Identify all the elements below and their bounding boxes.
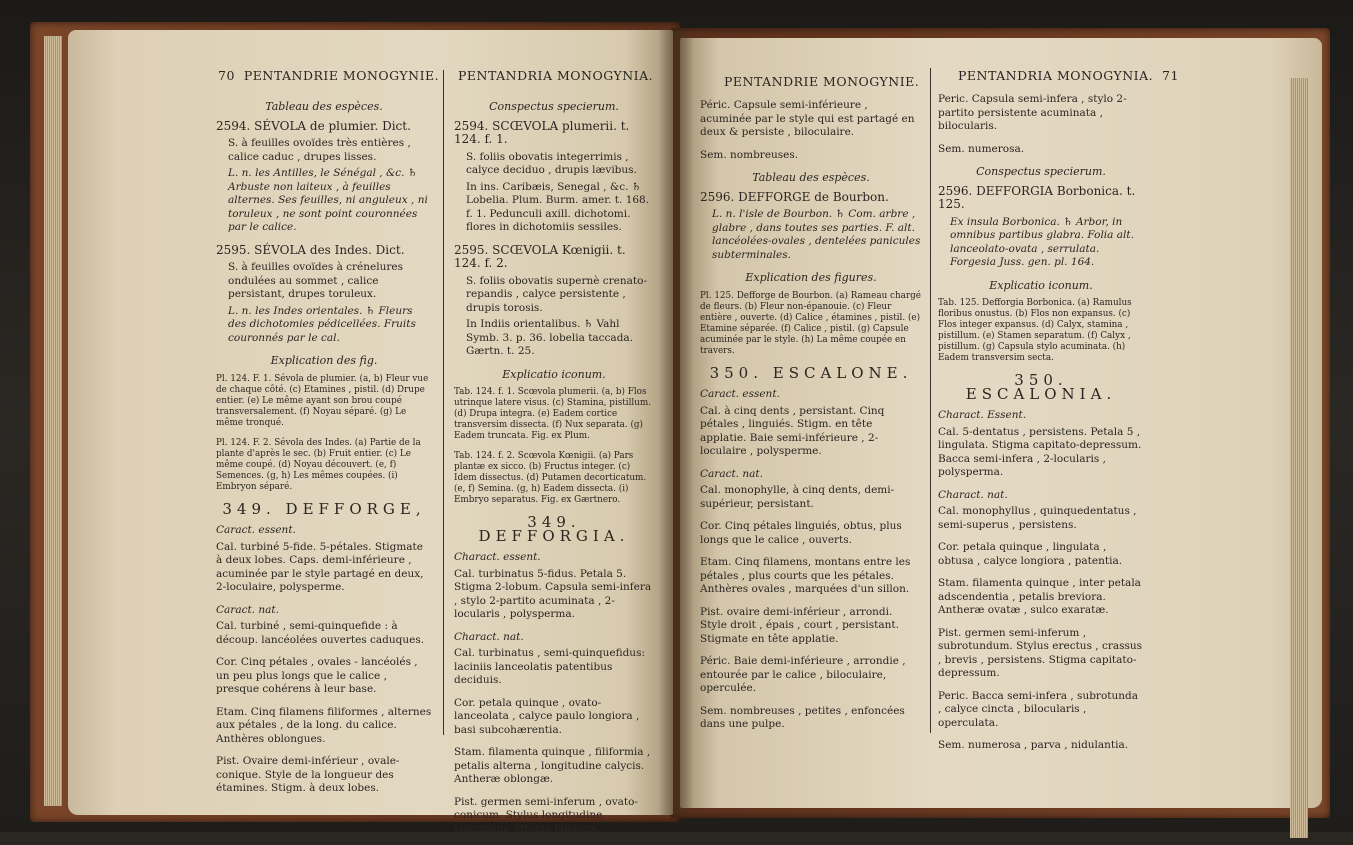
subheading: Charact. Essent. xyxy=(938,409,1027,421)
page-number: 71 xyxy=(1162,68,1179,83)
species-heading: 2596. DEFFORGE de Bourbon. xyxy=(700,189,889,204)
right-page-header-fr: PENTANDRIE MONOGYNIE. xyxy=(724,74,920,89)
species-locality: L. n. les Indes orientales. ♄ Fleurs des dichotomies pédicellées. Fruits couronnés par le cal. xyxy=(228,304,416,344)
species-locality: Ex insula Borbonica. ♄ Arbor, in omnibus partibus glabra. Folia alt. lanceolato-ovata , serrulata. Forgesia Juss. gen. pl. 164. xyxy=(950,215,1134,268)
section-title: Tableau des espèces. xyxy=(265,100,383,113)
book-gutter xyxy=(658,30,694,815)
character-text: Peric. Bacca semi-infera , subrotunda , calyce cincta , bilocularis , operculata. xyxy=(938,689,1138,729)
section-title: Explicatio iconum. xyxy=(502,367,606,381)
left-page xyxy=(68,30,673,835)
subheading: Charact. essent. xyxy=(454,551,541,563)
character-text: Sem. nombreuses , petites , enfoncées dans une pulpe. xyxy=(700,704,905,730)
species-heading: 2594. SCŒVOLA plumerii. t. 124. f. 1. xyxy=(454,118,630,146)
character-text: Pist. germen semi-inferum , subrotundum. Stylus erectus , crassus , brevis , persistens. Stigma capitato-depressum. xyxy=(938,626,1143,679)
character-text: Stam. filamenta quinque , filiformia , petalis alterna , longitudine calycis. Antheræ oblongæ. xyxy=(454,746,651,785)
character-text: Cal. monophylle, à cinq dents, demi-supérieur, persistant. xyxy=(700,484,895,510)
section-title: Explication des fig. xyxy=(270,354,378,367)
page-edges-right xyxy=(1290,78,1308,838)
species-locality: In ins. Caribæis, Senegal , &c. ♄ Lobelia. Plum. Burm. amer. t. 168. f. 1. Pedunculi axill. dichotomi. flores in dichotomiis sessiles. xyxy=(466,180,650,233)
character-text: Cor. Cinq pétales linguiés, obtus, plus longs que le calice , ouverts. xyxy=(700,520,902,546)
subheading: Caract. nat. xyxy=(700,467,763,480)
character-text: Cor. Cinq pétales , ovales - lancéolés , un peu plus longs que le calice , presque cohérens à leur base. xyxy=(216,656,418,695)
character-text: Sem. numerosa , parva , nidulantia. xyxy=(938,739,1129,751)
species-locality: In Indiis orientalibus. ♄ Vahl Symb. 3. p. 36. lobelia taccada. Gærtn. t. 25. xyxy=(466,318,634,357)
section-title: Tableau des espèces. xyxy=(752,171,870,184)
left-latin-column xyxy=(454,94,654,845)
left-page-header-la: PENTANDRIA MONOGYNIA. xyxy=(458,68,654,83)
section-title: Explication des figures. xyxy=(745,271,877,284)
character-text: Péric. Baie demi-inférieure , arrondie , entourée par le calice , biloculaire, operculée. xyxy=(700,655,906,694)
character-text: Cor. petala quinque , lingulata , obtusa , calyce longiora , patentia. xyxy=(938,541,1123,567)
plate-caption: Tab. 124. f. 1. Scœvola plumerii. (a, b) Flos utrinque latere visus. (c) Stamina, pistillum. (d) Drupa integra. (e) Eadem cortice transversim dissecta. (f) Nux separata. (g) Eadem truncata. Fig. ex Plum. xyxy=(454,387,652,441)
species-heading: 2595. SÉVOLA des Indes. Dict. xyxy=(216,242,405,257)
character-text: Cal. 5-dentatus , persistens. Petala 5 , lingulata. Stigma capitato-depressum. Bacca semi-infera , 2-locularis , polysperma. xyxy=(938,425,1142,478)
species-description: S. foliis obovatis integerrimis , calyce deciduo , drupis lævibus. xyxy=(466,150,637,176)
page-edges-left xyxy=(44,36,62,806)
character-text: Pist. germen semi-inferum , ovato-conicum. Stylus longitudine staminum. Stigma bilobum. xyxy=(454,795,638,835)
plate-caption: Tab. 125. Defforgia Borbonica. (a) Ramulus floribus onustus. (b) Flos non expansus. (c) Flos integer expansus. (d) Calyx, stamina , pistillum. (e) Stamen separatum. (f) Calyx , pistillum. (g) Capsula stylo acuminata. (h) Eadem transversim secta. xyxy=(938,298,1132,363)
plate-caption: Tab. 124. f. 2. Scœvola Kœnigii. (a) Pars plantæ ex sicco. (b) Fructus integer. (c) Idem dissectus. (d) Putamen decorticatum. (e, f) Semina. (g, h) Eadem dissecta. (i) Embryo separatus. Fig. ex Gærtnero. xyxy=(454,451,647,505)
species-description: S. à feuilles ovoïdes à crénelures ondulées au sommet , calice persistant, drupes toruleux. xyxy=(228,261,403,300)
right-latin-column xyxy=(938,90,1144,762)
subheading: Charact. nat. xyxy=(454,630,524,643)
subheading: Charact. nat. xyxy=(938,488,1008,501)
character-text: Péric. Capsule semi-inférieure , acuminée par le style qui est partagé en deux & persiste , biloculaire. xyxy=(700,99,915,138)
character-text: Etam. Cinq filamens filiformes , alternes aux pétales , de la long. du calice. Anthères oblongues. xyxy=(216,705,432,745)
species-heading: 2596. DEFFORGIA Borbonica. t. 125. xyxy=(938,183,1136,211)
right-page-header-la: PENTANDRIA MONOGYNIA. 71 xyxy=(958,68,1179,83)
character-text: Cal. turbinatus , semi-quinquefidus: laciniis lanceolatis patentibus deciduis. xyxy=(454,647,645,686)
species-heading: 2594. SÉVOLA de plumier. Dict. xyxy=(216,118,411,133)
character-text: Cal. turbiné 5-fide. 5-pétales. Stigmate à deux lobes. Caps. demi-inférieure , acuminée par le style partagé en deux, 2-loculaire, polysperme. xyxy=(216,540,424,593)
species-description: S. foliis obovatis supernè crenato-repandis , calyce persistente , drupis torosis. xyxy=(466,274,648,314)
right-french-column xyxy=(700,96,922,741)
subheading: Caract. essent. xyxy=(216,524,296,536)
plate-caption: Pl. 124. F. 2. Sévola des Indes. (a) Partie de la plante d'après le sec. (b) Fruit entier. (c) Le même coupé. (d) Noyau découvert. (e, f) Semences. (g, h) Les mêmes coupées. (i) Embryon séparé. xyxy=(216,437,421,492)
right-page xyxy=(680,38,1322,808)
plate-caption: Pl. 125. Defforge de Bourbon. (a) Rameau chargé de fleurs. (b) Fleur non-épanouie. (c) Fleur entière , ouverte. (d) Calice , étamines , pistil. (e) Etamine séparée. (f) Calice , pistil. (g) Capsule acuminée par le style. (h) La même coupée en travers. xyxy=(700,290,921,356)
species-heading: 2595. SCŒVOLA Kœnigii. t. 124. f. 2. xyxy=(454,242,626,270)
character-text: Cal. turbinatus 5-fidus. Petala 5. Stigma 2-lobum. Capsula semi-infera , stylo 2-partito acuminata , 2-locularis , polysperma. xyxy=(454,567,652,620)
genus-heading: 350. ESCALONE. xyxy=(709,363,913,382)
character-text: Pist. Ovaire demi-inférieur , ovale-conique. Style de la longueur des étamines. Stigm. à deux lobes. xyxy=(216,755,400,794)
plate-caption: Pl. 124. F. 1. Sévola de plumier. (a, b) Fleur vue de chaque côté. (c) Etamines , pistil. (d) Drupe entier. (e) Le même ayant son brou coupé transversalement. (f) Noyau séparé. (g) Le même tronqué. xyxy=(216,373,429,428)
species-locality: L. n. les Antilles, le Sénégal , &c. ♄ Arbuste non laiteux , à feuilles alternes. Ses feuilles, ni anguleux , ni toruleux , ne sont point couronnées par le calice. xyxy=(228,167,428,233)
section-title: Conspectus specierum. xyxy=(976,165,1106,178)
genus-heading: 349. DEFFORGE, xyxy=(222,499,426,518)
section-title: Conspectus specierum. xyxy=(489,100,619,113)
left-page-header-fr: 70 PENTANDRIE MONOGYNIE. xyxy=(218,68,440,83)
column-divider xyxy=(443,70,444,735)
character-text: Cal. à cinq dents , persistant. Cinq pétales , linguiés. Stigm. en tête applatie. Baie semi-inférieure , 2-loculaire , polysperme. xyxy=(700,404,885,457)
character-text: Cal. monophyllus , quinquedentatus , semi-superus , persistens. xyxy=(938,505,1137,531)
column-divider xyxy=(930,68,931,733)
genus-heading: 349. DEFFORGIA. xyxy=(478,513,630,545)
character-text: Etam. Cinq filamens, montans entre les pétales , plus courts que les pétales. Anthères ovales , marquées d'un sillon. xyxy=(700,556,911,595)
page-number: 70 xyxy=(218,68,235,83)
genus-heading: 350. ESCALONIA. xyxy=(965,371,1117,403)
character-text: Stam. filamenta quinque , inter petala adscendentia , petalis breviora. Antheræ ovatæ , sulco exaratæ. xyxy=(938,577,1141,616)
section-title: Explicatio iconum. xyxy=(989,278,1093,292)
character-text: Sem. numerosa. xyxy=(938,142,1025,155)
character-text: Cal. turbiné , semi-quinquefide : à découp. lancéolées ouvertes caduques. xyxy=(216,620,425,646)
subheading: Caract. nat. xyxy=(216,603,279,616)
subheading: Caract. essent. xyxy=(700,388,780,400)
left-french-column xyxy=(216,94,432,805)
character-text: Cor. petala quinque , ovato-lanceolata , calyce paulo longiora , basi subcohærentia. xyxy=(454,696,640,736)
character-text: Sem. nombreuses. xyxy=(700,148,799,161)
species-description: S. à feuilles ovoïdes très entières , calice caduc , drupes lisses. xyxy=(228,137,411,163)
species-locality: L. n. l'isle de Bourbon. ♄ Com. arbre , glabre , dans toutes ses parties. F. alt. lancéolées-ovales , dentelées panicules subterminales. xyxy=(712,208,921,261)
character-text: Peric. Capsula semi-infera , stylo 2-partito persistente acuminata , bilocularis. xyxy=(938,93,1127,132)
character-text: Pist. ovaire demi-inférieur , arrondi. Style droit , épais , court , persistant. Stigmate en tête applatie. xyxy=(700,605,899,645)
